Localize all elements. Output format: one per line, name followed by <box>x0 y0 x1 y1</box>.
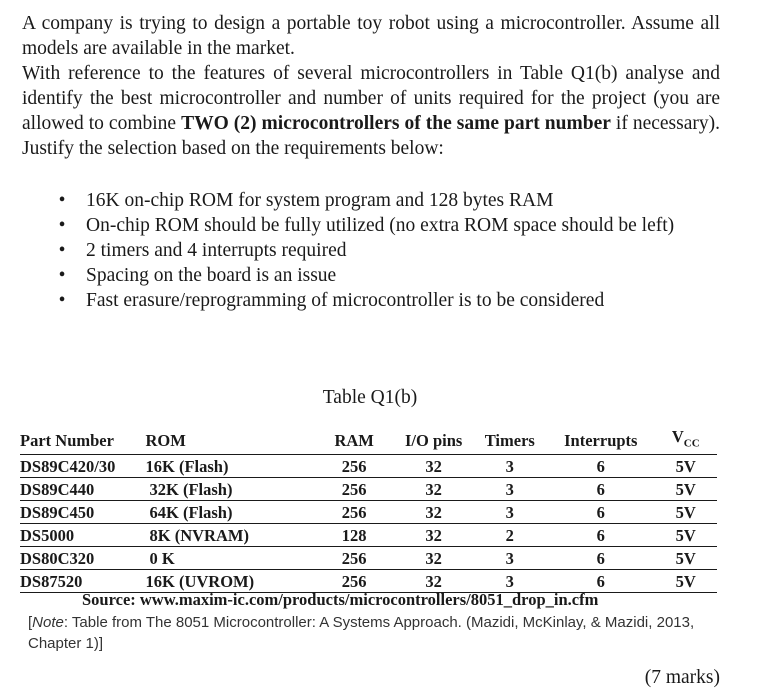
table-row <box>20 501 717 524</box>
cell-interrupts: 6 <box>547 547 654 570</box>
cell-ram: 256 <box>314 570 395 593</box>
requirement-item <box>52 238 722 263</box>
question-body-part1: With reference to the features of several microcontrollers in Table Q1(b) analyse and identify the best microcontroller and number of units required for the project (you are allowed to combine <box>22 63 720 134</box>
cell-vcc: 5V <box>655 547 717 570</box>
bullet-icon: • <box>58 265 66 286</box>
bullet-icon: • <box>58 215 66 236</box>
marks-allocation: (7 marks) <box>644 667 720 688</box>
cell-part: DS80C320 <box>20 547 146 570</box>
header-vcc-v: V <box>671 427 684 446</box>
header-interrupts: Interrupts <box>547 426 654 455</box>
cell-timers: 2 <box>472 524 547 547</box>
cell-timers: 3 <box>472 570 547 593</box>
question-body-bold: TWO (2) microcontrollers of the same part number <box>181 113 611 134</box>
cell-vcc: 5V <box>655 501 717 524</box>
header-part-number: Part Number <box>20 426 146 455</box>
cell-interrupts: 6 <box>547 455 654 478</box>
cell-io: 32 <box>395 547 473 570</box>
cell-rom: 16K (Flash) <box>146 455 314 478</box>
requirement-text: Fast erasure/reprogramming of microcontroller is to be considered <box>86 290 605 311</box>
header-ram: RAM <box>314 426 395 455</box>
cell-vcc: 5V <box>655 524 717 547</box>
note-label: Note <box>32 614 64 631</box>
table-source: Source: www.maxim-ic.com/products/microcontrollers/8051_drop_in.cfm <box>82 590 599 609</box>
cell-io: 32 <box>395 524 473 547</box>
header-vcc <box>655 426 717 455</box>
note-prefix: [ <box>28 614 33 631</box>
requirement-item <box>52 213 722 238</box>
question-body <box>22 61 720 161</box>
table-note <box>28 612 718 654</box>
cell-rom: 0 K <box>146 547 314 570</box>
cell-part: DS5000 <box>20 524 146 547</box>
cell-interrupts: 6 <box>547 501 654 524</box>
table-caption: Table Q1(b) <box>322 387 418 408</box>
header-rom: ROM <box>146 426 314 455</box>
table-row <box>20 478 717 501</box>
cell-part: DS89C450 <box>20 501 146 524</box>
note-text: : Table from The 8051 Microcontroller: A Systems Approach. (Mazidi, McKinlay, & Mazidi, 2013, Chapter 1)] <box>28 614 695 652</box>
cell-timers: 3 <box>472 455 547 478</box>
cell-part: DS87520 <box>20 570 146 593</box>
question-intro: A company is trying to design a portable toy robot using a microcontroller. Assume all models are available in the market. <box>22 13 720 59</box>
requirement-text: Spacing on the board is an issue <box>86 265 337 286</box>
cell-io: 32 <box>395 501 473 524</box>
cell-timers: 3 <box>472 547 547 570</box>
cell-timers: 3 <box>472 478 547 501</box>
cell-interrupts: 6 <box>547 570 654 593</box>
question-body-part2: if necessary). Justify the selection based on the requirements below: <box>22 113 720 159</box>
bullet-icon: • <box>58 290 66 311</box>
cell-ram: 256 <box>314 501 395 524</box>
cell-interrupts: 6 <box>547 478 654 501</box>
table-row <box>20 547 717 570</box>
table-row <box>20 524 717 547</box>
bullet-icon: • <box>58 240 66 261</box>
table-header-row <box>20 426 717 455</box>
cell-ram: 256 <box>314 478 395 501</box>
requirements-list <box>52 188 722 313</box>
cell-part: DS89C440 <box>20 478 146 501</box>
header-timers: Timers <box>472 426 547 455</box>
bullet-icon: • <box>58 190 66 211</box>
microcontroller-table <box>20 426 717 593</box>
table-row <box>20 455 717 478</box>
requirement-item <box>52 188 722 213</box>
cell-interrupts: 6 <box>547 524 654 547</box>
header-vcc-sub: CC <box>683 437 700 450</box>
cell-rom: 8K (NVRAM) <box>146 524 314 547</box>
requirement-text: On-chip ROM should be fully utilized (no extra ROM space should be left) <box>86 215 675 236</box>
requirement-text: 2 timers and 4 interrupts required <box>86 240 347 261</box>
cell-vcc: 5V <box>655 478 717 501</box>
header-io-pins: I/O pins <box>395 426 473 455</box>
requirement-text: 16K on-chip ROM for system program and 128 bytes RAM <box>86 190 554 211</box>
cell-io: 32 <box>395 478 473 501</box>
cell-vcc: 5V <box>655 455 717 478</box>
cell-timers: 3 <box>472 501 547 524</box>
cell-ram: 256 <box>314 547 395 570</box>
requirement-item <box>52 288 722 313</box>
requirement-item <box>52 263 722 288</box>
cell-ram: 128 <box>314 524 395 547</box>
cell-part: DS89C420/30 <box>20 455 146 478</box>
cell-ram: 256 <box>314 455 395 478</box>
cell-rom: 32K (Flash) <box>146 478 314 501</box>
cell-rom: 64K (Flash) <box>146 501 314 524</box>
cell-io: 32 <box>395 570 473 593</box>
cell-vcc: 5V <box>655 570 717 593</box>
cell-io: 32 <box>395 455 473 478</box>
cell-rom: 16K (UVROM) <box>146 570 314 593</box>
